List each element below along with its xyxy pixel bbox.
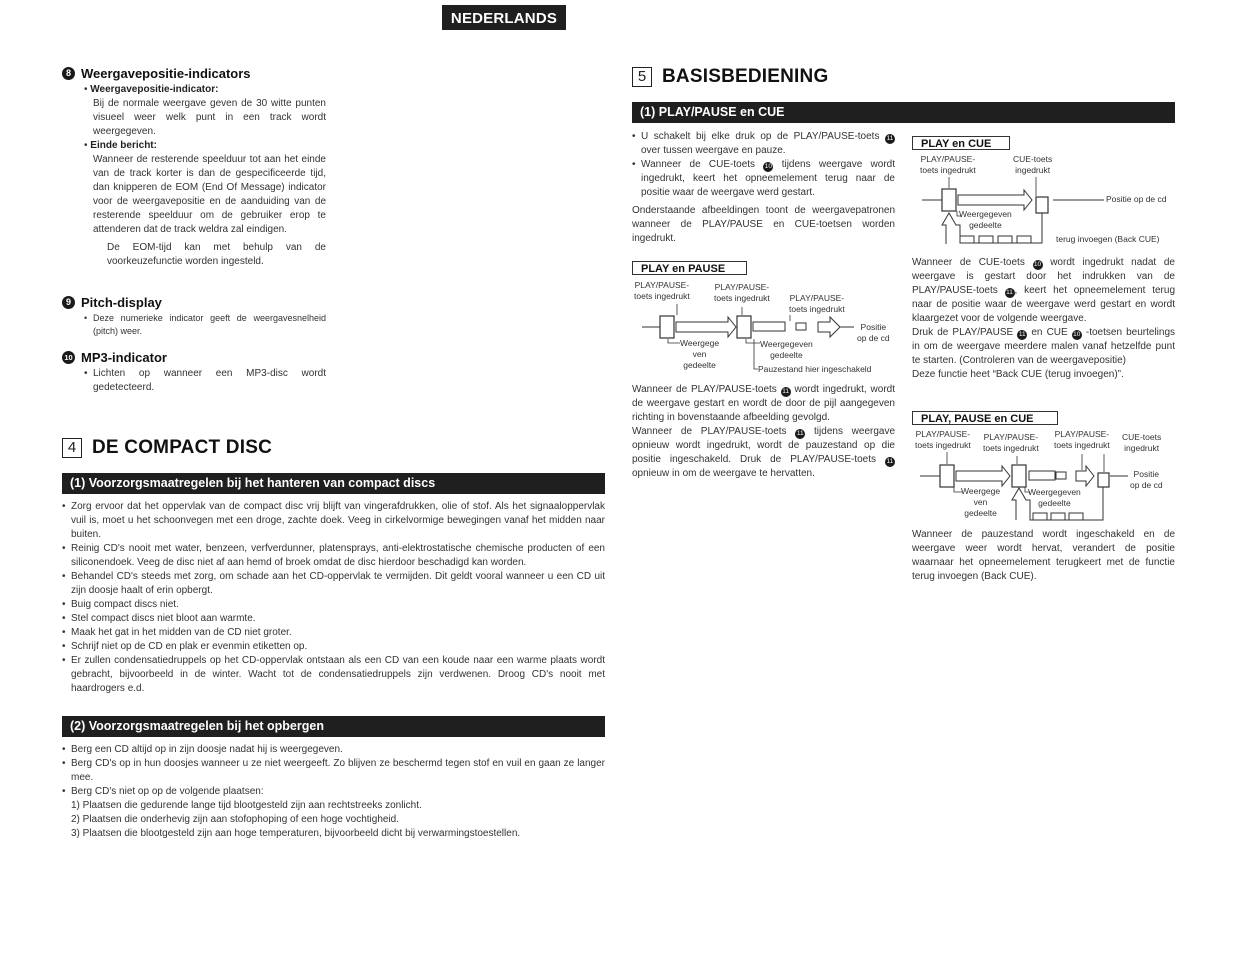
storage-place-item: 2) Plaatsen die onderhevig zijn aan stofophoping of een hoge vochtigheid. (71, 814, 400, 825)
diagram-play-pause (632, 279, 897, 379)
playpause-intro-text: Onderstaande afbeeldingen toont de weergavepatronen wanneer de PLAY/PAUSE en CUE-toetsen worden ingedrukt. (632, 205, 895, 244)
item-10-title: MP3-indicator (81, 350, 167, 365)
diagram-play-pause-label: PLAY en PAUSE (632, 261, 747, 275)
cue-label-pos: Positie op de cd (1106, 194, 1167, 204)
section-4-sub1-bar: (1) Voorzorgsmaatregelen bij het hanteren van compact discs (62, 473, 605, 494)
section-5-title: BASISBEDIENING (662, 66, 829, 87)
playpause-explain-text: Wanneer de PLAY/PAUSE-toets 11 wordt ingedrukt, wordt de weergave gestart en wordt de door de pijl aangegeven richting in bovenstaande afbeelding gevolgd. Wanneer de PLAY/PAUSE-toets 11 tijdens weergave opnieuw wordt ingedrukt, wordt de pauzestand op die positie ingeschakeld. Druk de PLAY/PAUSE-toets 11 opnieuw in om de weergave te hervatten. (632, 384, 896, 479)
storage-place-item: 3) Plaatsen die blootgesteld zijn aan hoge temperaturen, bijvoorbeeld dicht bij verwarmingstoestellen. (71, 828, 521, 839)
diagram-play-cue-label: PLAY en CUE (912, 136, 1010, 150)
storage-precaution-item: • Berg CD's niet op op de volgende plaatsen: (62, 785, 605, 799)
item-9-number: 9 (62, 296, 75, 309)
section-4-title: DE COMPACT DISC (92, 437, 272, 458)
pp-label-played-2: Weergegeven gedeelte (760, 339, 813, 360)
cue-label-back: terug invoegen (Back CUE) (1056, 234, 1160, 244)
item-8-block (62, 66, 326, 269)
section-4-sub2-list (62, 743, 605, 841)
section-4-sub1-list (62, 500, 605, 696)
item-10-text: • Lichten op wanneer een MP3-disc wordt gedetecteerd. (84, 367, 326, 395)
ppc-label-4: CUE-toets ingedrukt (1122, 432, 1162, 453)
playpause-bullet-1: • U schakelt bij elke druk op de PLAY/PAUSE-toets 11 over tussen weergave en pauze. (632, 130, 895, 158)
handling-precaution-item: • Maak het gat in het midden van de CD niet groter. (62, 626, 605, 640)
playpause-bullet-2: • Wanneer de CUE-toets 10 tijdens weergave wordt ingedrukt, keert het opneemelement terug naar de positie waar de weergave werd gestart. (632, 158, 895, 200)
handling-precaution-item: • Schrijf niet op de CD en plak er evenmin etiketten op. (62, 640, 605, 654)
storage-precaution-item: • Berg een CD altijd op in zijn doosje nadat hij is weergegeven. (62, 743, 605, 757)
playpause-intro-block (632, 130, 895, 246)
storage-precaution-item: • Berg CD's op in hun doosjes wanneer u ze niet weergeeft. Zo blijven ze beschermd tegen stof en vuil en gaan ze langer mee. (62, 757, 605, 785)
item-8-bullet2-text: Wanneer de resterende speelduur tot aan het einde van de track korter is dan de gespecificeerde tijd, dan knipperen de EOM (End Of Message) indicator voor de weergavepositie en de aanduiding van de resterende speelduur om de gebruiker erop te attenderen dat de track weldra zal eindigen. (93, 154, 326, 235)
diagram-play-cue (912, 153, 1175, 251)
ppc-label-played-2: Weergegeven gedeelte (1028, 487, 1081, 508)
item-10-number: 10 (62, 351, 75, 364)
storage-place-item: 1) Plaatsen die gedurende lange tijd blootgesteld zijn aan rechtstreeks zonlicht. (71, 800, 422, 811)
cue-explain-text: Wanneer de CUE-toets 10 wordt ingedrukt nadat de weergave is gestart door het indrukken van de PLAY/PAUSE-toets 11 , keert het opneemelement terug naar de positie waar de weergave werd gestart en wordt klaargezet voor de volgende weergave. Druk de PLAY/PAUSE 11 en CUE 10 -toetsen beurtelings in om de weergave meerdere malen vanaf hetzelfde punt te starten. (Controleren van de weergavepositie) Deze functie heet “Back CUE (terug invoegen)”. (912, 257, 1176, 380)
handling-precaution-item: • Buig compact discs niet. (62, 598, 605, 612)
cue-label-1: PLAY/PAUSE- toets ingedrukt (920, 154, 976, 175)
pp-label-played-1: Weergege ven gedeelte (680, 338, 720, 370)
handling-precaution-item: • Reinig CD's nooit met water, benzeen, verfverdunner, platensprays, anti-elektrostatische chemische producten of een siliconendoek. Veeg de disc niet af aan hemd of broek omdat de disc hierdoor beschadigd kan worden. (62, 542, 605, 570)
item-8-title: Weergavepositie-indicators (81, 66, 251, 81)
item-8-bullet1-text: Bij de normale weergave geven de 30 witte punten visueel weer welk punt in een track wordt weergegeven. (93, 98, 326, 137)
item-8-number: 8 (62, 67, 75, 80)
pp-label-pos: Positie op de cd (857, 322, 890, 343)
diagram-play-pause-cue-label: PLAY, PAUSE en CUE (912, 411, 1058, 425)
cue-label-played: Weergegeven gedeelte (959, 209, 1012, 230)
section-4-heading (62, 437, 272, 459)
item-8-bullet1-label: • Weergavepositie-indicator: (84, 84, 219, 95)
item-8-bullet2-label: • Einde bericht: (84, 140, 157, 151)
language-tab: NEDERLANDS (442, 5, 566, 30)
section-5-number: 5 (632, 67, 652, 87)
pp-label-1: PLAY/PAUSE- toets ingedrukt (634, 280, 690, 301)
item-9-text: • Deze numerieke indicator geeft de weergavesnelheid (pitch) weer. (84, 312, 326, 338)
item-8-heading (62, 66, 326, 81)
section-4-number: 4 (62, 438, 82, 458)
handling-precaution-item: • Stel compact discs niet bloot aan warmte. (62, 612, 605, 626)
ppc-label-3: PLAY/PAUSE- toets ingedrukt (1054, 429, 1110, 450)
item-9-title: Pitch-display (81, 295, 162, 310)
ppc-label-1: PLAY/PAUSE- toets ingedrukt (915, 429, 971, 450)
handling-precaution-item: • Zorg ervoor dat het oppervlak van de compact disc vrij blijft van vingerafdrukken, olie of stof. Als het signaaloppervlak vuil is, moet u het schoonvegen met een droge, zachte doek. Veeg in cirkelvormige bewegingen vanaf het midden naar buiten. (62, 500, 605, 542)
diagram-play-pause-cue (906, 428, 1176, 526)
cue-label-2: CUE-toets ingedrukt (1013, 154, 1053, 175)
section-4-sub2-bar: (2) Voorzorgsmaatregelen bij het opbergen (62, 716, 605, 737)
section-5-sub1-bar: (1) PLAY/PAUSE en CUE (632, 102, 1175, 123)
item-8-note: De EOM-tijd kan met behulp van de voorkeuzefunctie worden ingesteld. (107, 242, 326, 267)
item-9-block (62, 295, 326, 338)
pp-label-3: PLAY/PAUSE- toets ingedrukt (789, 293, 845, 314)
ppc-label-pos: Positie op de cd (1130, 469, 1163, 490)
ppc-explain-text: Wanneer de pauzestand wordt ingeschakeld en de weergave weer wordt hervat, verandert de positie waarnaar het opneemelement terugkeert met de functie terug invoegen (Back CUE). (912, 529, 1175, 582)
section-5-heading (632, 66, 828, 88)
handling-precaution-item: • Behandel CD's steeds met zorg, om schade aan het CD-oppervlak te vermijden. Dit geldt vooral wanneer u een CD uit zijn doosje haalt of erin opbergt. (62, 570, 605, 598)
pp-label-2: PLAY/PAUSE- toets ingedrukt (714, 282, 770, 303)
handling-precaution-item: • Er zullen condensatiedruppels op het CD-oppervlak ontstaan als een CD van een koude naar een warme plaats wordt gebracht, bijvoorbeeld in de winter. Wacht tot de condensatiedruppels zijn verdwenen. Droog CD's nooit met haardrogers e.d. (62, 654, 605, 696)
item-9-heading (62, 295, 326, 310)
ppc-label-played-1: Weergege ven gedeelte (961, 486, 1001, 518)
item-10-block (62, 350, 326, 395)
item-10-heading (62, 350, 326, 365)
ppc-label-2: PLAY/PAUSE- toets ingedrukt (983, 432, 1039, 453)
pp-label-pause: Pauzestand hier ingeschakeld (758, 364, 872, 374)
